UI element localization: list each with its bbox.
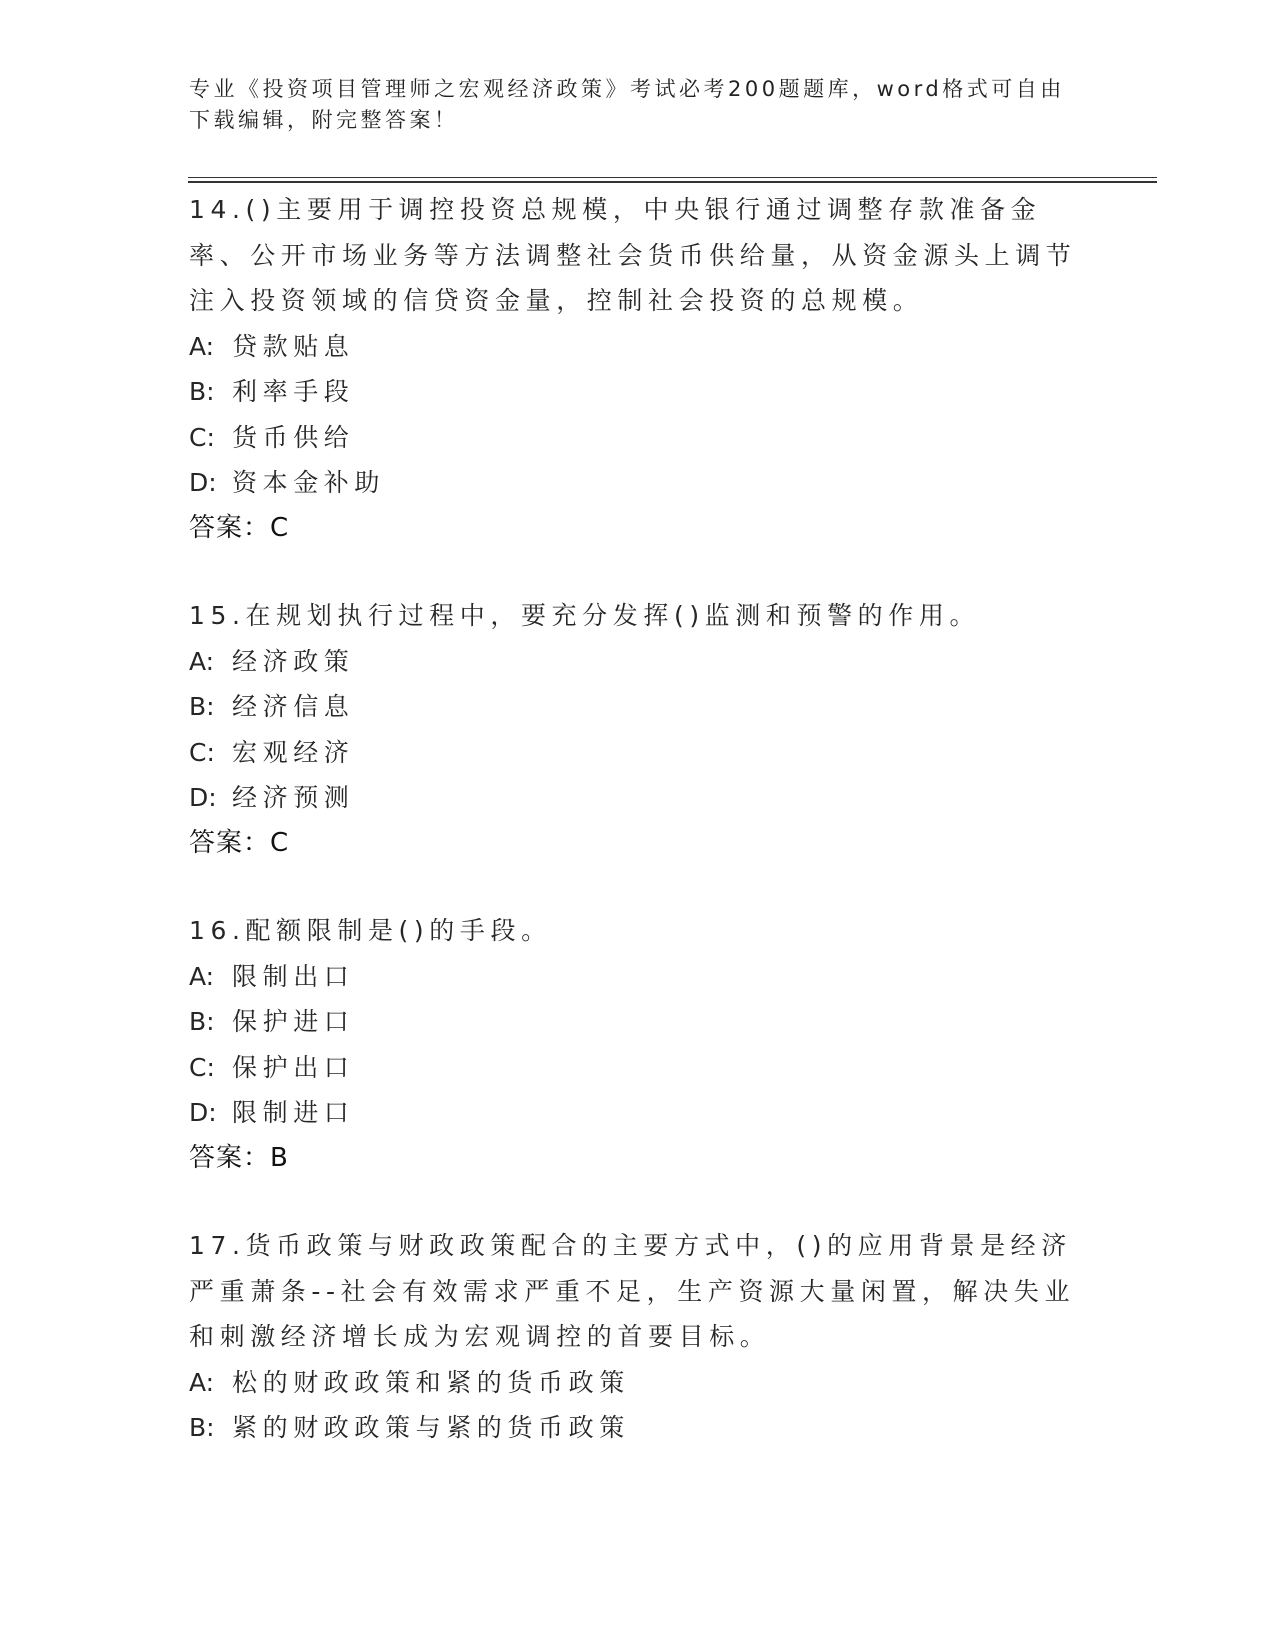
question-16	[189, 908, 1089, 1181]
answer-line: 答案：B	[189, 1142, 289, 1173]
option-d	[189, 460, 1089, 506]
question-stem: 15.在规划执行过程中，要充分发挥()监测和预警的作用。	[189, 601, 981, 630]
option-letter: D:	[189, 468, 217, 497]
option-text: 宏观经济	[232, 737, 355, 767]
option-a	[189, 1360, 1089, 1406]
option-letter: B:	[189, 377, 215, 406]
option-b	[189, 999, 1089, 1045]
option-text: 紧的财政政策与紧的货币政策	[232, 1413, 630, 1442]
option-d	[189, 1090, 1089, 1136]
option-text: 货币供给	[232, 422, 355, 452]
option-c	[189, 415, 1089, 461]
option-letter: A:	[189, 331, 215, 361]
answer-line: 答案：C	[189, 827, 290, 858]
option-a	[189, 954, 1089, 1000]
option-letter: B:	[189, 692, 215, 721]
option-letter: B:	[189, 1413, 215, 1442]
question-stem: 14.()主要用于调控投资总规模，中央银行通过调整存款准备金率、公开市场业务等方法调整社会货币供给量，从资金源头上调节注入投资领域的信贷资金量，控制社会投资的总规模。	[189, 195, 1077, 315]
option-a	[189, 639, 1089, 685]
option-letter: D:	[189, 1098, 217, 1127]
question-14	[189, 187, 1089, 551]
option-text: 经济政策	[232, 646, 355, 676]
question-list	[189, 187, 1089, 1493]
option-text: 贷款贴息	[232, 331, 355, 361]
option-b	[189, 369, 1089, 415]
question-stem: 16.配额限制是()的手段。	[189, 916, 552, 945]
option-c	[189, 1045, 1089, 1091]
option-letter: A:	[189, 646, 215, 676]
question-17	[189, 1223, 1089, 1451]
question-15	[189, 593, 1089, 866]
option-c	[189, 730, 1089, 776]
option-letter: D:	[189, 783, 217, 812]
question-stem: 17.货币政策与财政政策配合的主要方式中，()的应用背景是经济严重萧条--社会有效需求严重不足，生产资源大量闲置，解决失业和刺激经济增长成为宏观调控的首要目标。	[189, 1231, 1076, 1351]
option-text: 利率手段	[232, 377, 355, 406]
option-letter: C:	[189, 737, 215, 767]
document-header: 专业《投资项目管理师之宏观经济政策》考试必考200题题库，word格式可自由下载编辑，附完整答案！	[189, 77, 1065, 132]
option-letter: B:	[189, 1007, 215, 1036]
header-rule-thin	[188, 177, 1157, 178]
option-letter: A:	[189, 961, 215, 991]
option-a	[189, 324, 1089, 370]
option-text: 资本金补助	[232, 468, 386, 497]
option-text: 限制出口	[232, 961, 355, 991]
header-rule-thick	[188, 181, 1157, 183]
option-text: 经济信息	[232, 692, 355, 721]
answer-line: 答案：C	[189, 512, 290, 543]
option-text: 保护进口	[232, 1007, 355, 1036]
option-d	[189, 775, 1089, 821]
option-b	[189, 684, 1089, 730]
option-text: 限制进口	[232, 1098, 355, 1127]
option-b	[189, 1405, 1089, 1451]
option-letter: C:	[189, 1052, 215, 1082]
option-text: 保护出口	[232, 1052, 355, 1082]
option-letter: A:	[189, 1367, 215, 1397]
option-text: 松的财政政策和紧的货币政策	[232, 1367, 630, 1397]
option-letter: C:	[189, 422, 215, 452]
option-text: 经济预测	[232, 783, 355, 812]
